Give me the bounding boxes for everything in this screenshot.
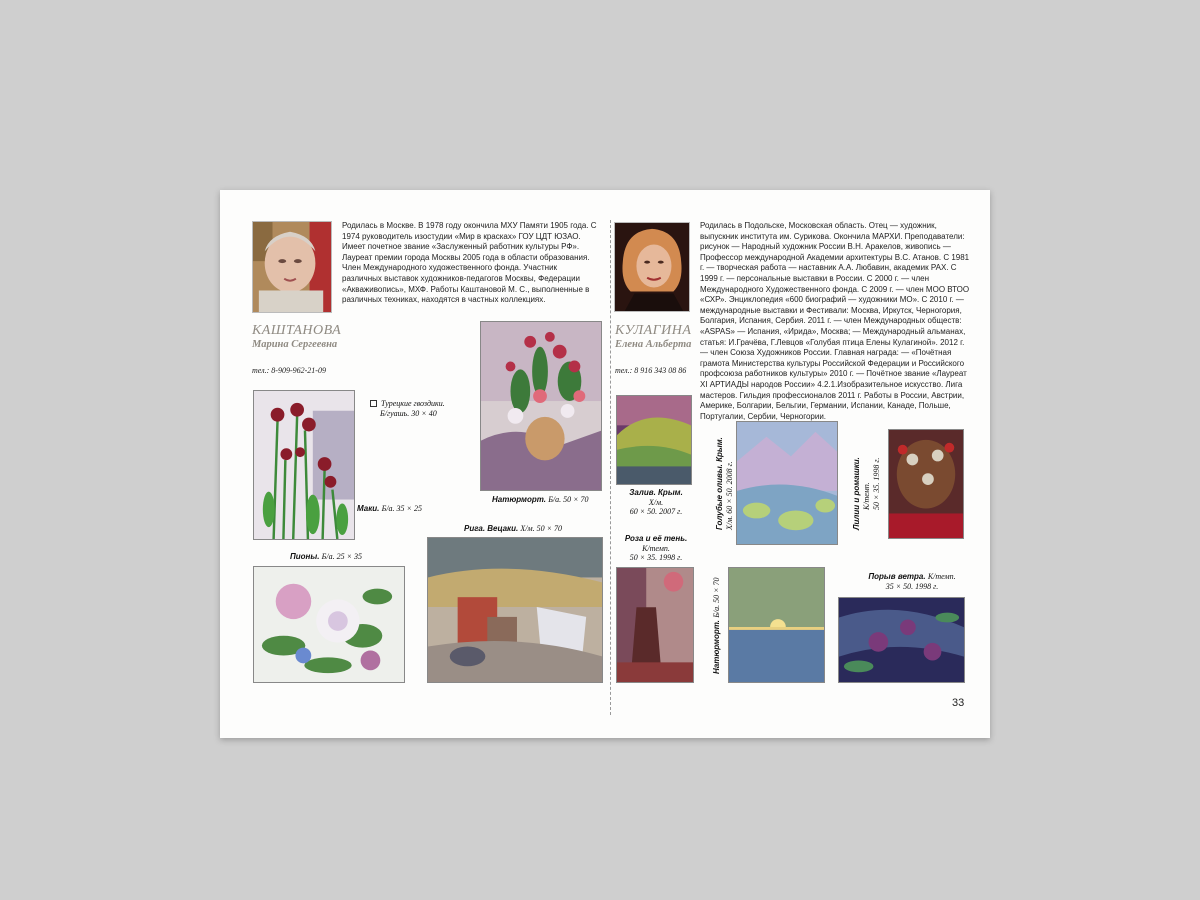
caption-title: Голубые оливы. Крым. [715,437,724,530]
caption-technique: К/темп. [642,543,670,553]
caption-size: 35 × 50. 1998 г. [885,581,939,591]
caption-technique: Х/м. 60 × 50. 2008 г. [725,461,734,530]
caption-lilii-tech [862,482,872,510]
caption-technique: Б/а. 50 × 70 [548,495,589,504]
caption-title: Пионы. [290,552,320,561]
caption-technique: Б/гуашь. 30 × 40 [380,408,437,418]
artist-surname: КАШТАНОВА [252,323,342,338]
caption-maki [357,504,422,514]
artist-name-kulagina [615,323,691,350]
artwork-piony [253,566,405,683]
artwork-maki [253,390,355,540]
caption-piony [290,552,362,562]
caption-technique: К/темп. [862,482,871,510]
artwork-zaliv-krym [616,395,692,485]
caption-title: Натюрморт. [712,620,721,674]
caption-technique: Б/а. 25 × 35 [321,552,362,561]
caption-title: Рига. Вецаки. [464,524,519,533]
caption-roza [616,534,696,563]
caption-title: Маки. [357,504,380,513]
caption-golubye-olivy [715,437,725,530]
caption-title: Порыв ветра. [868,572,926,581]
caption-size: 60 × 50. 2007 г. [629,507,683,516]
caption-bullet-icon [370,400,377,407]
caption-title: Залив. Крым. [629,488,683,497]
caption-title: Роза и её тень. [624,534,688,543]
artist-surname: КУЛАГИНА [615,323,692,338]
caption-natyurmort-kulagina [712,577,722,674]
artist-given-name: Елена Альберта [615,339,692,350]
caption-technique: Х/м. 50 × 70 [520,524,563,533]
artwork-lilii-i-romashki [888,429,964,539]
caption-riga [464,524,562,534]
artist-given-name: Марина Сергеевна [252,339,338,350]
artwork-roza-i-eyo-ten [616,567,694,683]
page-number: 33 [952,697,965,709]
caption-title: Натюрморт. [492,495,546,504]
caption-natyurmort [492,495,589,505]
caption-lilii [852,457,862,530]
column-divider [610,220,611,715]
artwork-golubye-olivy [736,421,838,545]
caption-size: 50 × 35. 1998 г. [872,457,881,510]
portrait-kashtanova [252,221,332,313]
caption-technique: Б/а. 35 × 25 [381,504,422,513]
caption-technique: Б/а. 50 × 70 [712,577,721,618]
bio-kashtanova: Родилась в Москве. В 1978 году окончила МХУ Памяти 1905 года. С 1974 руководитель изостудии «Мир в красках» ГОУ ЦДТ ЮЗАО. Имеет почетное звание «Заслуженный работник культуры РФ». Лауреат премии города Москвы 2005 года в области образования. Член Международного художественного фонда. Участник различных выставок художников-педагогов Москвы, Федерации «Акваживопись», МХФ. Работы Каштановой М. С., выполненные в различных техниках, находятся в частных коллекциях. [342,221,597,305]
artist-phone: тел.: 8 916 343 08 86 [615,366,687,375]
artwork-riga-vetsaki [427,537,603,683]
caption-zaliv [616,488,696,517]
caption-poryv-vetra [857,572,967,591]
caption-technique: Х/м. [648,497,664,507]
caption-lilii-size [872,458,882,510]
caption-golubye-olivy-tech [725,461,735,530]
magazine-page [220,190,990,738]
artwork-natyurmort-kulagina [728,567,825,683]
caption-technique: К/темп. [927,572,956,581]
caption-title: Лилии и ромашки. [852,457,861,530]
artwork-poryv-vetra [838,597,965,683]
caption-title: Турецкие гвоздики. [381,399,445,408]
artist-phone: тел.: 8-909-962-21-09 [252,366,326,375]
portrait-kulagina [614,222,690,312]
caption-gvozdiki [370,399,470,418]
caption-size: 50 × 35. 1998 г. [629,553,683,562]
artist-name-kashtanova [252,323,341,350]
artwork-natyurmort [480,321,602,491]
bio-kulagina: Родилась в Подольске, Московская область. Отец — художник, выпускник института им. Сурикова. Окончила МАРХИ. Преподаватели: рисунок — Народный художник России В.Н. Аракелов, живопись — Профессор международной Академии архитектуры В.С. Атанов. С 1981 г. — творческая работа — наставник А.А. Любавин, академик РАХ. С 1999 г. — персональные выставки в России. С 2000 г. — член Международного Художественного фонда. С 2009 г. — член МОО ВТОО «СХР». Энциклопедия «600 биографий — художники МО». С 2010 г. — международные выставки и Фестивали: Москва, Иркутск, Черногория, Болгария, Испания, Сербия. 2011 г. — член Международных обществ: «ASPAS» — Испания, «Ирида», Москва; — Международный альманах, статья: И.Грачёва, Г.Левцов «Голубая птица Елены Кулагиной». 2012 г. — член Союза Художников России. Главная награда: — «Почётная грамота Министерства культуры Российской Федерации и Российского профсоюза работников культуры» 2010 г. — Почётное звание «Лауреат XI АРТИАДЫ народов России» 4.2.1.Изобразительное искусство. Лига мастеров. Гильдия профессионалов 2011 г. Работы в России, Австрии, Америке, Болгарии, Бельгии, Германии, Испании, Канаде, Польше, Португалии, Сербии, Черногории. [700,221,970,421]
